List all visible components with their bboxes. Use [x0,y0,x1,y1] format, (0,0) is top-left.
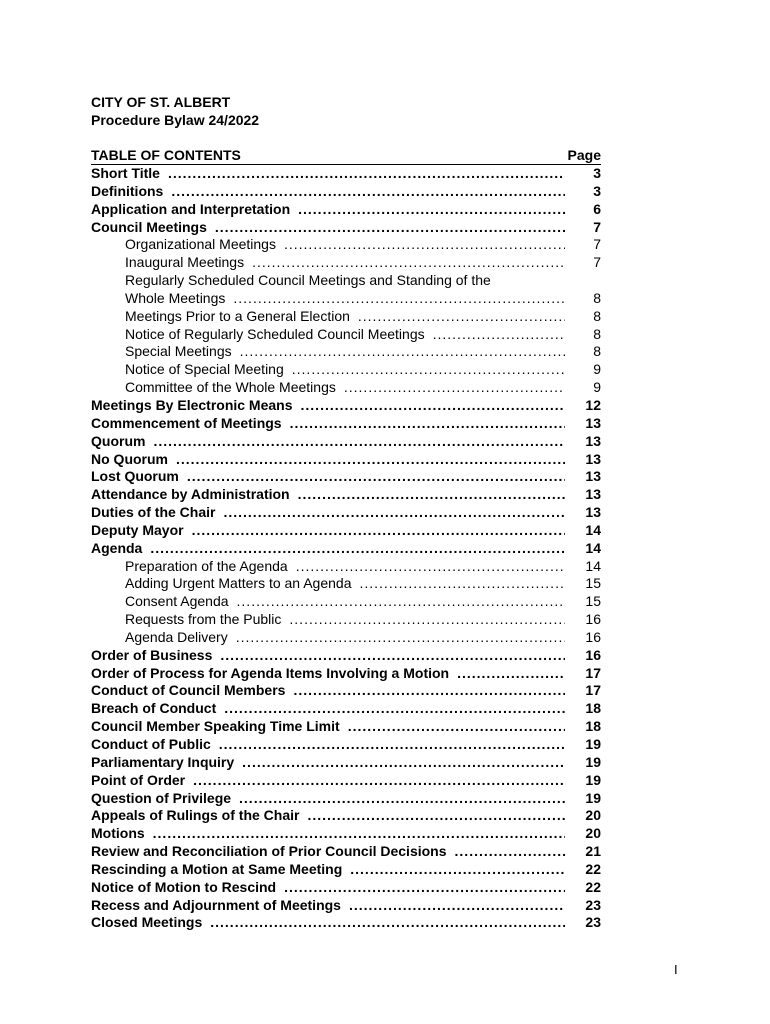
toc-entry-page: 13 [585,468,601,485]
dot-leader [237,593,565,611]
toc-entry-title: Quorum [91,432,146,449]
toc-entry-page: 18 [585,718,601,735]
toc-entry [91,825,601,843]
dot-leader [284,879,565,897]
toc-entry-page: 9 [593,379,601,396]
toc-entry-page: 22 [585,878,601,895]
toc-entry-page: 23 [585,914,601,931]
toc-entry-title: Review and Reconciliation of Prior Council Decisions [91,843,447,860]
toc-entry-page: 8 [593,343,601,360]
toc-entry [91,415,601,433]
toc-entry [91,843,601,861]
toc-entry [91,700,601,718]
toc-entry [91,308,601,326]
toc-entry-page: 16 [585,611,601,628]
dot-leader [233,290,565,308]
dot-leader [210,914,565,932]
dot-leader [240,343,565,361]
toc-entry-title: Meetings By Electronic Means [91,396,293,413]
toc-entry-title: Organizational Meetings [125,236,276,253]
toc-entry-page: 17 [585,682,601,699]
toc-entry [91,914,601,932]
toc-entry [91,754,601,772]
toc-entry-page: 17 [585,664,601,681]
toc-entry-title: Council Member Speaking Time Limit [91,718,340,735]
toc-entry-page: 16 [585,628,601,645]
dot-leader [252,254,565,272]
toc-entry [91,183,601,201]
toc-entry-page: 7 [593,236,601,253]
toc-entry [91,718,601,736]
toc-entry-title: Recess and Adjournment of Meetings [91,896,341,913]
dot-leader [301,397,565,415]
toc-entry-title: Agenda [91,539,143,556]
toc-entry [91,611,601,629]
toc-entry [91,540,601,558]
toc-entry-page: 8 [593,325,601,342]
toc-entry-page: 14 [585,539,601,556]
toc-entry-title: Point of Order [91,771,186,788]
toc-entry-page: 3 [593,165,601,181]
toc-entry-page: 3 [593,182,601,199]
toc-entry-page: 13 [585,432,601,449]
toc-entries [91,165,601,932]
toc-entry-page: 18 [585,700,601,717]
dot-leader [187,468,565,486]
toc-entry-page: 15 [585,593,601,610]
toc-entry-page: 8 [593,307,601,324]
toc-entry [91,254,601,272]
toc-entry [91,558,601,576]
toc-entry-page: 9 [593,361,601,378]
toc-entry-title: Agenda Delivery [125,628,228,645]
toc-entry [91,790,601,808]
toc-entry-title: Breach of Conduct [91,700,217,717]
bylaw-title: Procedure Bylaw 24/2022 [91,112,260,128]
toc-entry-page: 7 [593,218,601,235]
dot-leader [171,183,565,201]
dot-leader [289,611,565,629]
toc-entry [91,272,601,290]
toc-entry-page: 12 [585,396,601,413]
toc-entry [91,290,601,308]
toc-entry-title: Rescinding a Motion at Same Meeting [91,860,343,877]
toc-entry-title: Order of Business [91,646,213,663]
dot-leader [153,433,565,451]
city-name: CITY OF ST. ALBERT [91,94,231,110]
toc-entry-title: Short Title [91,165,160,181]
table-of-contents [91,147,601,932]
toc-entry-page: 19 [585,789,601,806]
toc-entry-title: Conduct of Public [91,736,211,752]
dot-leader [292,361,565,379]
toc-entry [91,326,601,344]
toc-entry-title: Definitions [91,182,164,199]
dot-leader [358,308,565,326]
toc-entry-title: Motions [91,825,145,842]
toc-entry [91,165,601,183]
toc-entry-title: Notice of Motion to Rescind [91,878,277,895]
toc-entry [91,379,601,397]
toc-entry-title: Lost Quorum [91,468,179,485]
toc-entry [91,343,601,361]
dot-leader [224,700,565,718]
toc-entry [91,504,601,522]
toc-entry-page: 7 [593,254,601,271]
toc-entry [91,593,601,611]
toc-entry [91,468,601,486]
dot-leader [307,807,565,825]
toc-entry-title: Deputy Mayor [91,521,184,538]
dot-leader [359,575,565,593]
dot-leader [219,736,565,754]
toc-entry-title: Inaugural Meetings [125,254,245,271]
toc-heading-row [91,147,601,165]
toc-entry-title: Preparation of the Agenda [125,557,288,574]
dot-leader [290,415,565,433]
dot-leader [350,861,565,879]
toc-entry-page: 14 [585,557,601,574]
toc-entry [91,397,601,415]
toc-entry-page: 13 [585,504,601,521]
dot-leader [344,379,565,397]
toc-entry-page: 21 [585,843,601,860]
page-number: I [674,962,678,977]
dot-leader [298,201,565,219]
toc-entry-title: Consent Agenda [125,593,229,610]
toc-entry-title: Council Meetings [91,218,207,235]
dot-leader [293,682,565,700]
toc-entry [91,897,601,915]
toc-title: TABLE OF CONTENTS [91,147,241,163]
toc-entry [91,879,601,897]
toc-entry-page: 13 [585,450,601,467]
dot-leader [223,504,565,522]
dot-leader [348,718,565,736]
dot-leader [296,558,565,576]
toc-entry-title: Order of Process for Agenda Items Involving a Motion [91,664,450,681]
toc-entry [91,433,601,451]
toc-entry-page: 6 [593,200,601,217]
toc-entry [91,522,601,540]
toc-entry-title: Notice of Regularly Scheduled Council Meetings [125,325,425,342]
toc-entry [91,647,601,665]
toc-entry-page: 23 [585,896,601,913]
toc-entry-title: Meetings Prior to a General Election [125,307,350,324]
toc-entry-page: 16 [585,646,601,663]
toc-entry-title: Commencement of Meetings [91,414,282,431]
dot-leader [239,790,565,808]
toc-entry-title: Duties of the Chair [91,504,216,521]
dot-leader [193,772,565,790]
toc-entry [91,451,601,469]
dot-leader [433,326,565,344]
toc-entry [91,861,601,879]
toc-entry-title: Adding Urgent Matters to an Agenda [125,575,352,592]
toc-entry-title: Regularly Scheduled Council Meetings and Standing of the [125,272,491,289]
toc-page-label: Page [567,147,601,163]
toc-entry-page: 19 [585,771,601,788]
dot-leader [298,486,565,504]
toc-entry-title: Committee of the Whole Meetings [125,379,336,396]
toc-entry-title: Attendance by Administration [91,486,290,503]
toc-entry-title: Question of Privilege [91,789,232,806]
dot-leader [150,540,565,558]
dot-leader [236,629,565,647]
toc-entry-title: Appeals of Rulings of the Chair [91,807,300,824]
toc-entry-title: Parliamentary Inquiry [91,753,235,770]
dot-leader [220,647,565,665]
toc-entry-page: 20 [585,825,601,842]
toc-entry-page: 22 [585,860,601,877]
toc-entry [91,361,601,379]
dot-leader [215,219,565,237]
toc-entry-title: Application and Interpretation [91,200,291,217]
dot-leader [455,843,565,861]
dot-leader [192,522,565,540]
toc-entry-title: Notice of Special Meeting [125,361,284,378]
dot-leader [457,665,565,683]
toc-entry [91,236,601,254]
dot-leader [168,165,565,183]
toc-entry [91,629,601,647]
toc-entry-page: 14 [585,521,601,538]
dot-leader [153,825,565,843]
toc-entry-page: 15 [585,575,601,592]
toc-entry [91,486,601,504]
toc-entry-page: 8 [593,289,601,306]
toc-entry [91,682,601,700]
dot-leader [242,754,565,772]
toc-entry [91,219,601,237]
toc-entry-page: 19 [585,753,601,770]
dot-leader [349,897,565,915]
toc-entry-title: Special Meetings [125,343,232,360]
toc-entry-title: Requests from the Public [125,611,282,628]
toc-entry [91,772,601,790]
toc-entry [91,575,601,593]
toc-entry-page: 19 [585,736,601,752]
document-header [91,93,259,129]
toc-entry-page: 20 [585,807,601,824]
toc-entry-page: 13 [585,414,601,431]
toc-entry [91,665,601,683]
toc-entry-page: 13 [585,486,601,503]
toc-entry-title: No Quorum [91,450,168,467]
toc-entry-title: Whole Meetings [125,289,226,306]
toc-entry [91,201,601,219]
toc-entry [91,736,601,754]
dot-leader [284,236,565,254]
toc-entry [91,807,601,825]
toc-entry-title: Conduct of Council Members [91,682,286,699]
toc-entry-title: Closed Meetings [91,914,203,931]
dot-leader [176,451,565,469]
